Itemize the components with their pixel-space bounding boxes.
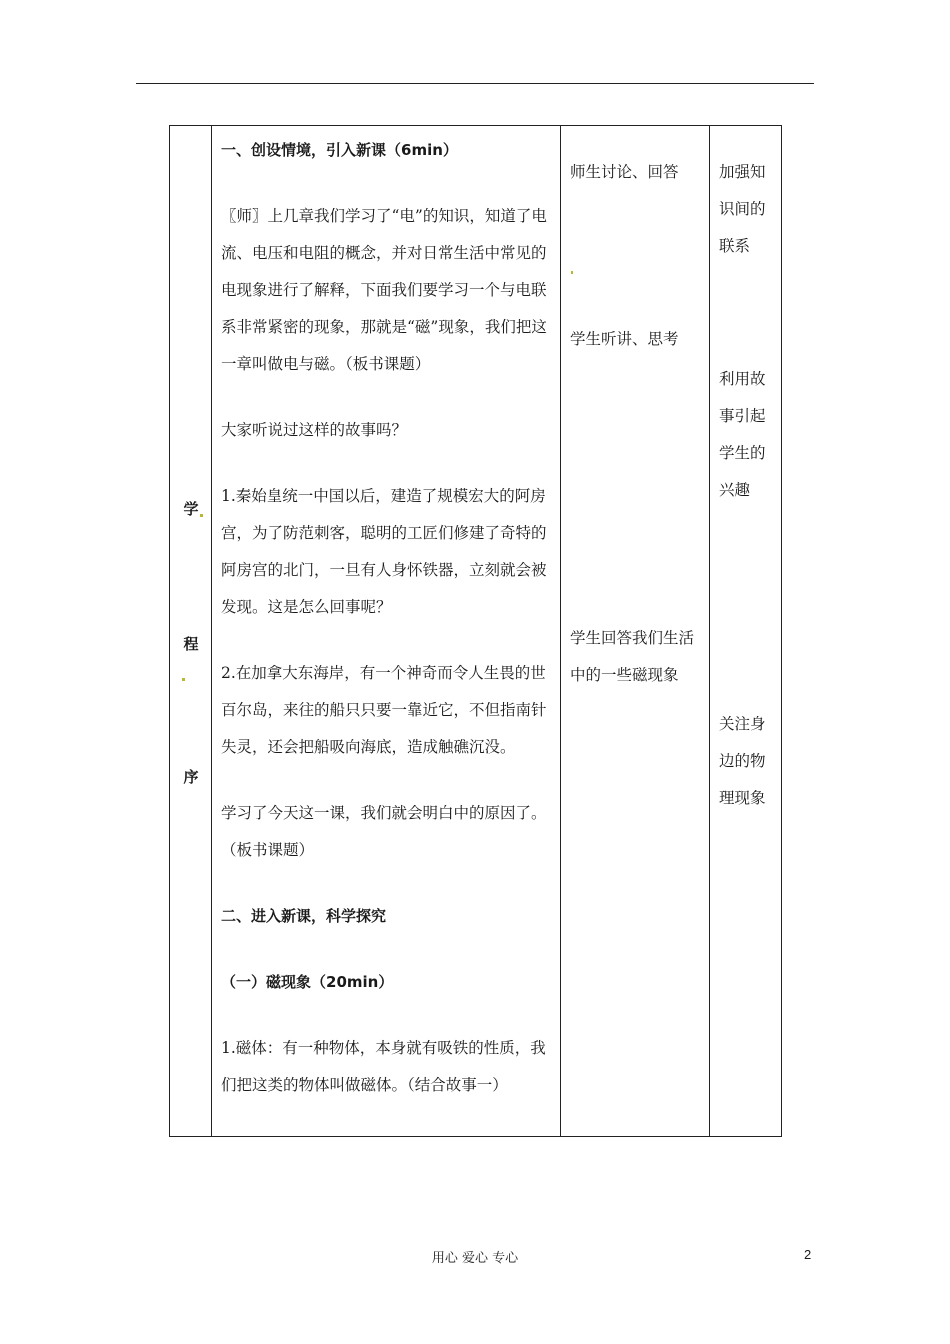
intent-note: 关注身边的物理现象 xyxy=(719,715,766,807)
conclusion-paragraph: 学习了今天这一课，我们就会明白中的原因了。（板书课题） xyxy=(221,804,547,859)
side-label-char: 学 xyxy=(183,500,199,518)
intent-note: 利用故事引起学生的兴趣 xyxy=(719,370,766,499)
speck-mark xyxy=(182,678,185,681)
student-activity-cell xyxy=(561,126,710,1137)
side-label-cell xyxy=(170,126,212,1137)
section-heading: 二、进入新课，科学探究 xyxy=(221,907,387,925)
footer-motto: 用心 爱心 专心 xyxy=(431,1251,519,1266)
activity-note: 学生听讲、思考 xyxy=(570,330,679,348)
definition-paragraph: 1.磁体：有一种物体，本身就有吸铁的性质，我们把这类的物体叫做磁体。（结合故事一） xyxy=(221,1039,546,1094)
page-number: 2 xyxy=(804,1247,812,1262)
intro-paragraph: 〖师〗上几章我们学习了“电”的知识，知道了电流、电压和电阻的概念，并对日常生活中常见的电现象进行了解释，下面我们要学习一个与电联系非常紧密的现象，那就是“磁”现象，我们把这一章叫做电与磁。（板书课题） xyxy=(221,207,547,373)
activity-note: 师生讨论、回答 xyxy=(570,163,679,181)
intent-note: 加强知识间的联系 xyxy=(719,163,766,255)
side-label-char: 序 xyxy=(183,768,199,786)
lesson-content-cell xyxy=(212,126,561,1137)
section-heading: 一、创设情境，引入新课（6min） xyxy=(221,141,458,159)
story-paragraph: 1.秦始皇统一中国以后，建造了规模宏大的阿房宫，为了防范刺客，聪明的工匠们修建了奇特的阿房宫的北门，一旦有人身怀铁器，立刻就会被发现。这是怎么回事呢？ xyxy=(221,487,547,616)
story-paragraph: 2.在加拿大东海岸，有一个神奇而令人生畏的世百尔岛，来往的船只只要一靠近它，不但指南针失灵，还会把船吸向海底，造成触礁沉没。 xyxy=(221,664,547,756)
subsection-heading: （一）磁现象（20min） xyxy=(221,973,394,991)
question-text: 大家听说过这样的故事吗？ xyxy=(221,421,408,439)
side-label-char: 程 xyxy=(183,635,199,653)
header-rule xyxy=(136,83,814,84)
speck-mark xyxy=(200,514,203,517)
design-intent-cell xyxy=(710,126,782,1137)
speck-mark xyxy=(571,271,573,274)
lesson-plan-table xyxy=(169,125,782,1137)
activity-note: 学生回答我们生活中的一些磁现象 xyxy=(570,629,695,684)
